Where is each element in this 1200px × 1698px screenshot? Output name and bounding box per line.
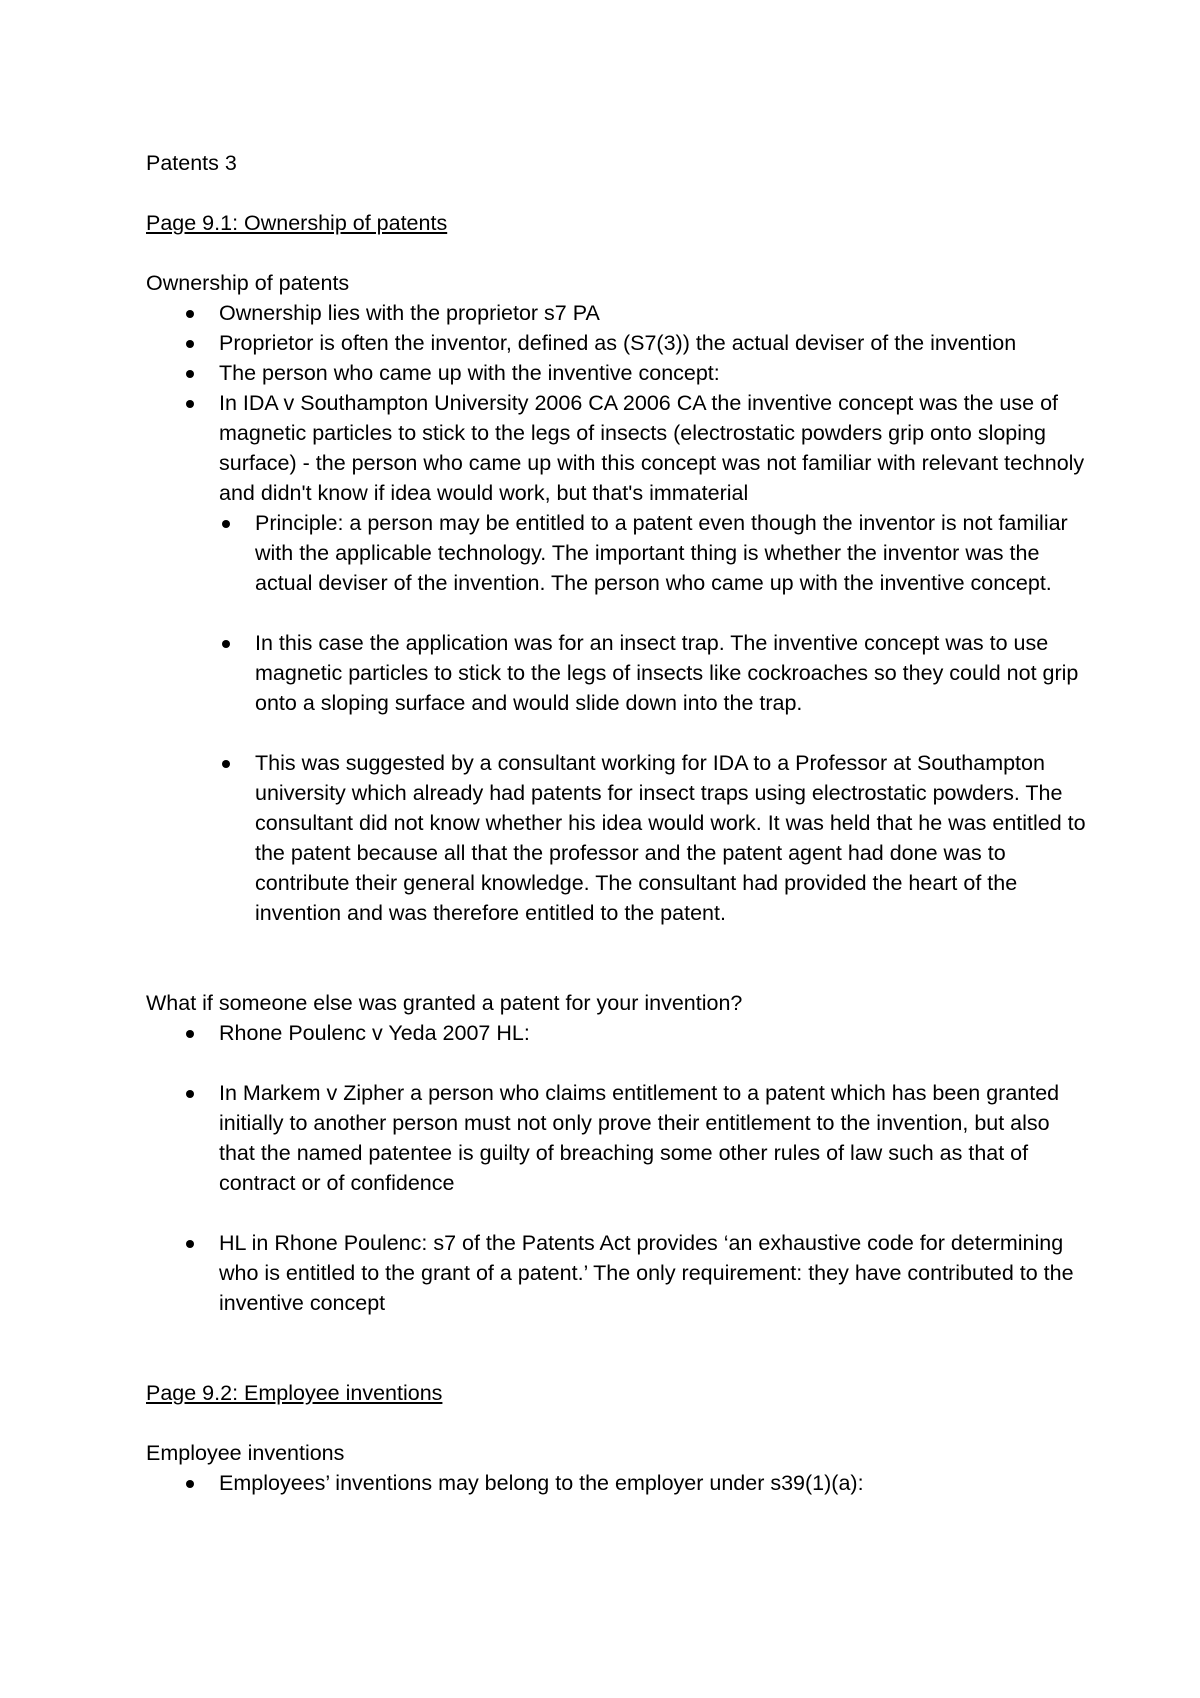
sub-list-item — [219, 628, 1086, 718]
list-item-text: Ownership lies with the proprietor s7 PA — [219, 301, 600, 325]
bullet-icon — [222, 520, 230, 528]
list-item — [146, 1078, 1086, 1198]
bullet-icon — [186, 310, 194, 318]
list-item-text: The person who came up with the inventive concept: — [219, 361, 720, 385]
document-body — [146, 148, 1086, 1498]
sub-list-item-text: Principle: a person may be entitled to a patent even though the inventor is not familiar with the applicable technology. The important thing is whether the inventor was the actual deviser of the invention. The person who came up with the inventive concept. — [255, 511, 1068, 595]
list-item-text: Rhone Poulenc v Yeda 2007 HL: — [219, 1021, 530, 1045]
sub-list-item-text: In this case the application was for an insect trap. The inventive concept was to use magnetic particles to stick to the legs of insects like cockroaches so they could not grip onto a sloping surface and would slide down into the trap. — [255, 631, 1079, 715]
section-heading-ownership: Page 9.1: Ownership of patents — [146, 211, 448, 235]
list-item-text: Employees’ inventions may belong to the employer under s39(1)(a): — [219, 1471, 864, 1495]
entitlement-bullet-list — [146, 1018, 1086, 1318]
sub-list-item-text: This was suggested by a consultant working for IDA to a Professor at Southampton university which already had patents for insect traps using electrostatic powders. The consultant did not know whether his idea would work. It was held that he was entitled to the patent because all that the professor and the patent agent had done was to contribute their general knowledge. The consultant had provided the heart of the invention and was therefore entitled to the patent. — [255, 751, 1086, 925]
list-item — [146, 358, 1086, 388]
list-item — [146, 1228, 1086, 1318]
list-item — [146, 388, 1086, 928]
section-heading-employee: Page 9.2: Employee inventions — [146, 1381, 443, 1405]
sub-list-item — [219, 508, 1086, 598]
bullet-icon — [186, 340, 194, 348]
list-item-text: In Markem v Zipher a person who claims entitlement to a patent which has been granted initially to another person must not only prove their entitlement to the invention, but also that the named patentee is guilty of breaching some other rules of law such as that of contract or of confidence — [219, 1081, 1060, 1195]
list-item — [146, 1468, 1086, 1498]
bullet-icon — [186, 1030, 194, 1038]
list-item — [146, 1018, 1086, 1048]
subheading-employee: Employee inventions — [146, 1441, 345, 1465]
employee-bullet-list — [146, 1468, 1086, 1498]
bullet-icon — [222, 760, 230, 768]
list-item-text: Proprietor is often the inventor, defined as (S7(3)) the actual deviser of the invention — [219, 331, 1017, 355]
sub-list-item — [219, 748, 1086, 928]
bullet-icon — [186, 370, 194, 378]
list-item — [146, 328, 1086, 358]
question-heading: What if someone else was granted a patent for your invention? — [146, 991, 743, 1015]
bullet-icon — [186, 400, 194, 408]
document-title: Patents 3 — [146, 151, 237, 175]
bullet-icon — [186, 1480, 194, 1488]
list-item — [146, 298, 1086, 328]
bullet-icon — [186, 1240, 194, 1248]
subheading-ownership: Ownership of patents — [146, 271, 350, 295]
ownership-bullet-list — [146, 298, 1086, 928]
list-item-text: HL in Rhone Poulenc: s7 of the Patents Act provides ‘an exhaustive code for determining who is entitled to the grant of a patent.’ The only requirement: they have contributed to the inventive concept — [219, 1231, 1074, 1315]
bullet-icon — [222, 640, 230, 648]
ida-case-sub-list — [219, 508, 1086, 928]
list-item-text: In IDA v Southampton University 2006 CA 2006 CA the inventive concept was the use of magnetic particles to stick to the legs of insects (electrostatic powders grip onto sloping surface) - the person who came up with this concept was not familiar with relevant technoly and didn't know if idea would work, but that's immaterial — [219, 391, 1085, 505]
bullet-icon — [186, 1090, 194, 1098]
